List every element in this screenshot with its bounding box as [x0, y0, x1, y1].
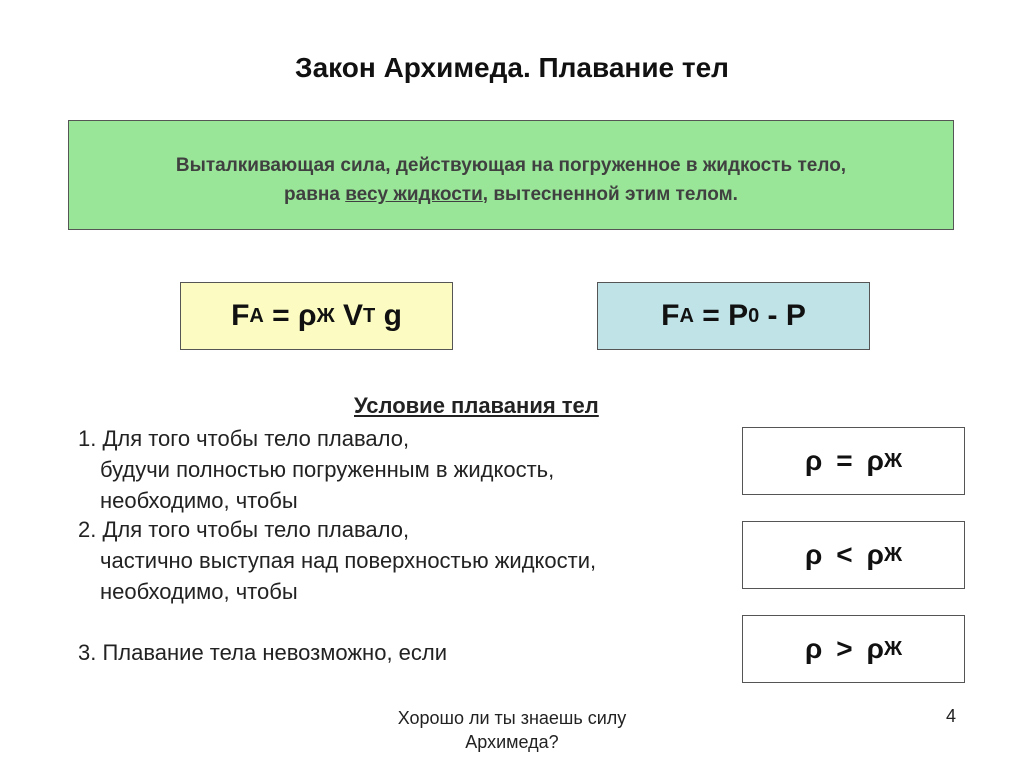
page-number: 4 [946, 706, 957, 726]
relation-less-box [742, 521, 965, 589]
relation-1-sub: Ж [883, 449, 903, 472]
relation-3-sub: Ж [883, 637, 903, 660]
formula2-eq: = P [693, 299, 749, 332]
formula2-f-sub: A [679, 304, 694, 327]
formula-archimedes-force [180, 282, 453, 350]
law-line-2-end: , вытесненной этим телом. [482, 184, 738, 205]
relation-2-op: < [836, 539, 853, 570]
law-line-1: Выталкивающая сила, действующая на погруженное в жидкость тело, [175, 155, 847, 176]
relation-1-op: = [836, 445, 853, 476]
formula1-f: F [231, 299, 250, 332]
law-line-2-start: равна [284, 184, 346, 205]
condition-1-line-1: 1. Для того чтобы тело плавало, [78, 426, 410, 451]
formula1-g: g [375, 299, 402, 332]
formula1-eq: = [263, 299, 299, 332]
formula1-f-sub: A [249, 304, 264, 327]
relation-1-lhs: ρ [804, 445, 823, 476]
law-line-2 [284, 180, 738, 209]
formula-weight-difference [597, 282, 870, 350]
condition-item-2 [78, 514, 596, 607]
footer-line-2: Архимеда? [465, 732, 559, 752]
condition-1-line-3: необходимо, чтобы [100, 488, 298, 513]
condition-2-line-3: необходимо, чтобы [100, 579, 298, 604]
formula1-rho: ρ [298, 299, 317, 332]
slide-title: Закон Архимеда. Плавание тел [295, 52, 729, 83]
law-statement-box [68, 120, 954, 230]
relation-3-op: > [836, 633, 853, 664]
relation-2-lhs: ρ [804, 539, 823, 570]
relation-1-rhs: ρ [866, 445, 884, 476]
formula2-rest: - P [759, 299, 806, 332]
condition-2-line-2: частично выступая над поверхностью жидкости, [100, 548, 597, 573]
condition-1-line-2: будучи полностью погруженным в жидкость, [100, 457, 555, 482]
footer-link-text[interactable] [362, 706, 662, 754]
formula2-p-sub: 0 [748, 304, 760, 327]
law-underlined-phrase: весу жидкости [345, 184, 483, 205]
relation-greater-box [742, 615, 965, 683]
condition-2-line-1: 2. Для того чтобы тело плавало, [78, 517, 410, 542]
footer-line-1: Хорошо ли ты знаешь силу [397, 708, 627, 728]
formula2-f: F [661, 299, 680, 332]
relation-2-sub: Ж [883, 543, 903, 566]
formula1-v-sub: T [363, 304, 376, 327]
condition-item-3: 3. Плавание тела невозможно, если [78, 640, 448, 665]
formula1-v: V [334, 299, 364, 332]
relation-equal-box [742, 427, 965, 495]
condition-item-1 [78, 423, 554, 516]
relation-2-rhs: ρ [866, 539, 884, 570]
conditions-heading: Условие плавания тел [354, 393, 599, 418]
relation-3-lhs: ρ [804, 633, 823, 664]
relation-3-rhs: ρ [866, 633, 884, 664]
formula1-rho-sub: Ж [316, 304, 335, 327]
